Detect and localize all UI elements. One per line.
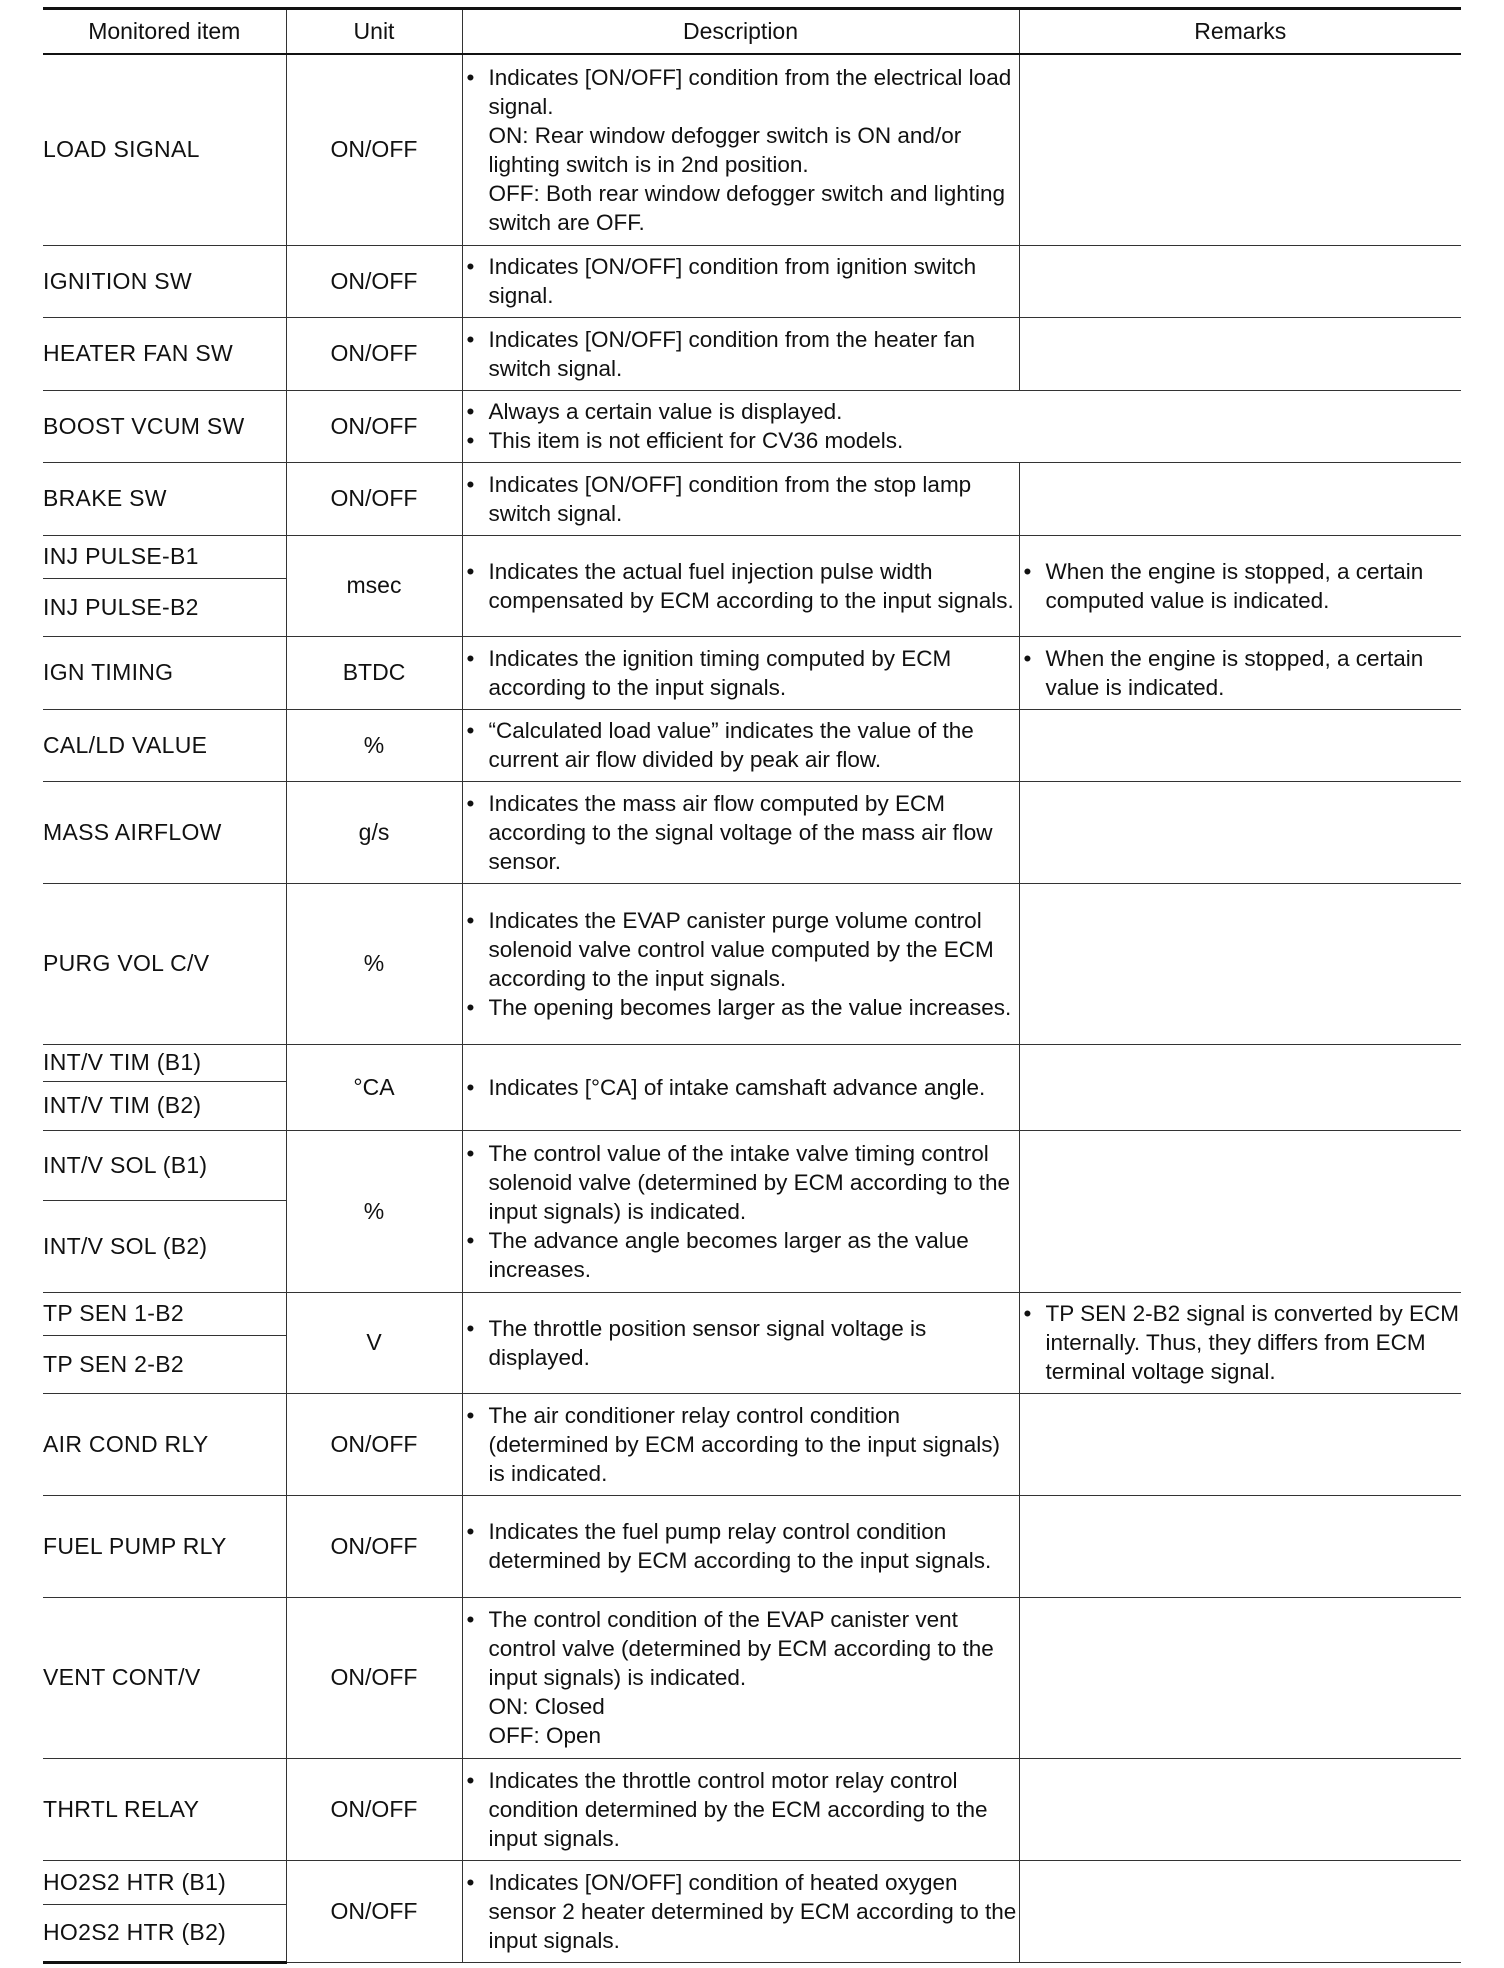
description-cell: [462, 462, 1019, 535]
table-row: [43, 390, 1461, 462]
description-cell: [462, 883, 1019, 1044]
remarks-cell: [1019, 1292, 1461, 1393]
unit-cell: V: [286, 1292, 462, 1393]
bullet-text: • Always a certain value is displayed.: [488, 399, 843, 424]
header-monitored-item: Monitored item: [43, 9, 286, 55]
unit-cell: g/s: [286, 781, 462, 883]
description-bullet-list: [463, 1868, 1019, 1955]
table-row: [43, 1597, 1461, 1758]
description-bullet: [463, 1314, 1019, 1372]
monitored-item-cell: THRTL RELAY: [43, 1758, 286, 1860]
description-cell: [462, 317, 1019, 390]
remarks-bullet-list: [1020, 557, 1462, 615]
bullet-text: • This item is not efficient for CV36 models.: [488, 428, 904, 453]
bullet-subline: OFF: Both rear window defogger switch and lighting switch are OFF.: [488, 180, 1006, 235]
description-cell: [462, 781, 1019, 883]
monitored-item-cell: HO2S2 HTR (B1): [43, 1860, 286, 1904]
monitored-item-cell: AIR COND RLY: [43, 1393, 286, 1495]
monitored-item-cell: IGNITION SW: [43, 245, 286, 317]
bullet-text: • When the engine is stopped, a certain value is indicated.: [1045, 645, 1424, 700]
monitor-item-table: [43, 7, 1461, 1964]
table-row: [43, 1044, 1461, 1081]
table-row: [43, 245, 1461, 317]
table-row: [43, 883, 1461, 1044]
unit-cell: ON/OFF: [286, 1495, 462, 1597]
bullet-text: • Indicates [ON/OFF] condition from the stop lamp switch signal.: [488, 471, 972, 526]
bullet-text: • Indicates [ON/OFF] condition from the electrical load signal.: [488, 64, 1012, 119]
description-bullet-list: [463, 252, 1019, 310]
description-bullet-list: [463, 63, 1019, 237]
bullet-text: • Indicates [ON/OFF] condition of heated oxygen sensor 2 heater determined by ECM according to the input signals.: [488, 1869, 1017, 1953]
unit-cell: ON/OFF: [286, 245, 462, 317]
bullet-text: • TP SEN 2-B2 signal is converted by ECM internally. Thus, they differs from ECM terminal voltage signal.: [1045, 1301, 1460, 1384]
remarks-bullet-list: [1020, 644, 1462, 702]
unit-cell: ON/OFF: [286, 462, 462, 535]
description-cell: [462, 535, 1019, 636]
monitored-item-cell: INT/V TIM (B2): [43, 1081, 286, 1130]
bullet-text: • The control condition of the EVAP canister vent control valve (determined by ECM according to the input signals) is indicated.: [488, 1607, 994, 1690]
description-bullet: [463, 252, 1019, 310]
monitored-item-cell: FUEL PUMP RLY: [43, 1495, 286, 1597]
description-cell: [462, 1130, 1019, 1292]
table-row: [43, 317, 1461, 390]
bullet-text: • The opening becomes larger as the value increases.: [488, 994, 1012, 1020]
unit-cell: ON/OFF: [286, 1597, 462, 1758]
monitored-item-cell: INJ PULSE-B2: [43, 578, 286, 636]
unit-cell: ON/OFF: [286, 390, 462, 462]
description-bullet-list: [463, 1401, 1019, 1488]
description-cell: [462, 1597, 1019, 1758]
monitored-item-cell: HO2S2 HTR (B2): [43, 1904, 286, 1962]
table-row: [43, 1758, 1461, 1860]
table-row: [43, 1292, 1461, 1335]
table-row: [43, 54, 1461, 245]
remarks-bullet-list: [1020, 1299, 1462, 1386]
remarks-bullet: [1020, 644, 1462, 702]
description-bullet: [463, 1517, 1019, 1575]
description-cell: [462, 390, 1461, 462]
remarks-cell: [1019, 1860, 1461, 1962]
remarks-cell: [1019, 54, 1461, 245]
description-bullet: [463, 993, 1019, 1022]
monitored-item-cell: TP SEN 1-B2: [43, 1292, 286, 1335]
description-bullet: [463, 644, 1019, 702]
unit-cell: %: [286, 709, 462, 781]
monitored-item-cell: LOAD SIGNAL: [43, 54, 286, 245]
bullet-subline: OFF: Open: [488, 1723, 602, 1748]
description-bullet-list: [463, 906, 1019, 1022]
description-bullet: [463, 1073, 1019, 1102]
description-bullet: [463, 470, 1019, 528]
description-bullet: [463, 325, 1019, 383]
description-bullet: [463, 1139, 1019, 1226]
table-row: [43, 1860, 1461, 1904]
description-cell: [462, 54, 1019, 245]
table-row: [43, 535, 1461, 578]
monitored-item-cell: HEATER FAN SW: [43, 317, 286, 390]
remarks-cell: [1019, 883, 1461, 1044]
description-bullet-list: [463, 644, 1019, 702]
monitored-item-cell: BOOST VCUM SW: [43, 390, 286, 462]
table-row: [43, 636, 1461, 709]
description-bullet: [463, 1605, 1019, 1750]
description-bullet-list: [463, 470, 1019, 528]
bullet-text: • Indicates the throttle control motor relay control condition determined by the ECM according to the input signals.: [488, 1767, 988, 1851]
monitored-item-cell: INT/V TIM (B1): [43, 1044, 286, 1081]
description-bullet: [463, 397, 1462, 426]
unit-cell: °CA: [286, 1044, 462, 1130]
description-cell: [462, 1495, 1019, 1597]
bullet-text: • Indicates [°CA] of intake camshaft advance angle.: [488, 1074, 986, 1100]
bullet-text: • “Calculated load value” indicates the value of the current air flow divided by peak air flow.: [488, 718, 974, 772]
description-bullet: [463, 63, 1019, 237]
description-bullet-list: [463, 397, 1462, 455]
header-row: [43, 9, 1461, 55]
bullet-text: • Indicates the actual fuel injection pulse width compensated by ECM according to the input signals.: [488, 558, 1014, 613]
monitored-item-cell: CAL/LD VALUE: [43, 709, 286, 781]
unit-cell: msec: [286, 535, 462, 636]
table-row: [43, 709, 1461, 781]
table-row: [43, 1495, 1461, 1597]
description-bullet-list: [463, 1766, 1019, 1853]
header-description: Description: [462, 9, 1019, 55]
remarks-bullet: [1020, 557, 1462, 615]
unit-cell: %: [286, 1130, 462, 1292]
bullet-subline: ON: Closed: [488, 1694, 605, 1719]
remarks-cell: [1019, 1495, 1461, 1597]
remarks-cell: [1019, 636, 1461, 709]
unit-cell: ON/OFF: [286, 317, 462, 390]
bullet-text: • Indicates [ON/OFF] condition from the heater fan switch signal.: [488, 326, 975, 381]
remarks-cell: [1019, 535, 1461, 636]
bullet-subline: ON: Rear window defogger switch is ON and/or lighting switch is in 2nd position.: [488, 122, 962, 177]
monitored-item-cell: INT/V SOL (B2): [43, 1200, 286, 1292]
monitored-item-cell: MASS AIRFLOW: [43, 781, 286, 883]
monitored-item-cell: PURG VOL C/V: [43, 883, 286, 1044]
monitored-item-cell: INT/V SOL (B1): [43, 1130, 286, 1200]
monitored-item-cell: IGN TIMING: [43, 636, 286, 709]
remarks-cell: [1019, 1758, 1461, 1860]
description-bullet-list: [463, 1605, 1019, 1750]
header-remarks: Remarks: [1019, 9, 1461, 55]
unit-cell: ON/OFF: [286, 1758, 462, 1860]
monitored-item-cell: TP SEN 2-B2: [43, 1335, 286, 1393]
description-cell: [462, 1860, 1019, 1962]
description-bullet: [463, 1868, 1019, 1955]
description-cell: [462, 1292, 1019, 1393]
description-bullet: [463, 716, 1019, 774]
description-cell: [462, 636, 1019, 709]
unit-cell: BTDC: [286, 636, 462, 709]
table-row: [43, 1393, 1461, 1495]
bullet-text: • The control value of the intake valve timing control solenoid valve (determined by ECM according to the input signals) is indicated.: [488, 1140, 1011, 1224]
remarks-cell: [1019, 1130, 1461, 1292]
unit-cell: ON/OFF: [286, 54, 462, 245]
remarks-cell: [1019, 462, 1461, 535]
unit-cell: ON/OFF: [286, 1860, 462, 1962]
remarks-cell: [1019, 1393, 1461, 1495]
description-bullet-list: [463, 789, 1019, 876]
remarks-bullet: [1020, 1299, 1462, 1386]
description-bullet-list: [463, 716, 1019, 774]
description-cell: [462, 1044, 1019, 1130]
description-bullet-list: [463, 325, 1019, 383]
table-row: [43, 1130, 1461, 1200]
bullet-text: • The throttle position sensor signal voltage is displayed.: [488, 1315, 927, 1370]
bullet-text: • Indicates [ON/OFF] condition from ignition switch signal.: [488, 254, 977, 308]
description-bullet: [463, 789, 1019, 876]
table-row: [43, 462, 1461, 535]
description-cell: [462, 1758, 1019, 1860]
bullet-text: • Indicates the EVAP canister purge volume control solenoid valve control value computed by the ECM according to the input signals.: [488, 907, 994, 991]
bullet-text: • Indicates the mass air flow computed by ECM according to the signal voltage of the mass air flow sensor.: [488, 790, 993, 874]
unit-cell: %: [286, 883, 462, 1044]
bullet-text: • When the engine is stopped, a certain computed value is indicated.: [1045, 558, 1424, 613]
description-cell: [462, 245, 1019, 317]
unit-cell: ON/OFF: [286, 1393, 462, 1495]
description-cell: [462, 1393, 1019, 1495]
bullet-text: • The air conditioner relay control condition (determined by ECM according to the input signals) is indicated.: [488, 1402, 1001, 1486]
description-bullet: [463, 1226, 1019, 1284]
monitored-item-cell: INJ PULSE-B1: [43, 535, 286, 578]
remarks-cell: [1019, 781, 1461, 883]
description-bullet: [463, 906, 1019, 993]
description-bullet-list: [463, 1517, 1019, 1575]
description-cell: [462, 709, 1019, 781]
description-bullet: [463, 1401, 1019, 1488]
bullet-text: • Indicates the ignition timing computed by ECM according to the input signals.: [488, 645, 952, 700]
description-bullet-list: [463, 1139, 1019, 1284]
description-bullet: [463, 557, 1019, 615]
remarks-cell: [1019, 709, 1461, 781]
header-unit: Unit: [286, 9, 462, 55]
table-body: [43, 54, 1461, 1962]
monitored-item-cell: BRAKE SW: [43, 462, 286, 535]
remarks-cell: [1019, 1044, 1461, 1130]
description-bullet-list: [463, 1073, 1019, 1102]
table-row: [43, 781, 1461, 883]
description-bullet: [463, 426, 1462, 455]
description-bullet-list: [463, 1314, 1019, 1372]
remarks-cell: [1019, 1597, 1461, 1758]
bullet-text: • Indicates the fuel pump relay control condition determined by ECM according to the input signals.: [488, 1519, 992, 1573]
description-bullet-list: [463, 557, 1019, 615]
description-bullet: [463, 1766, 1019, 1853]
bullet-text: • The advance angle becomes larger as the value increases.: [488, 1227, 969, 1282]
remarks-cell: [1019, 317, 1461, 390]
remarks-cell: [1019, 245, 1461, 317]
monitored-item-cell: VENT CONT/V: [43, 1597, 286, 1758]
